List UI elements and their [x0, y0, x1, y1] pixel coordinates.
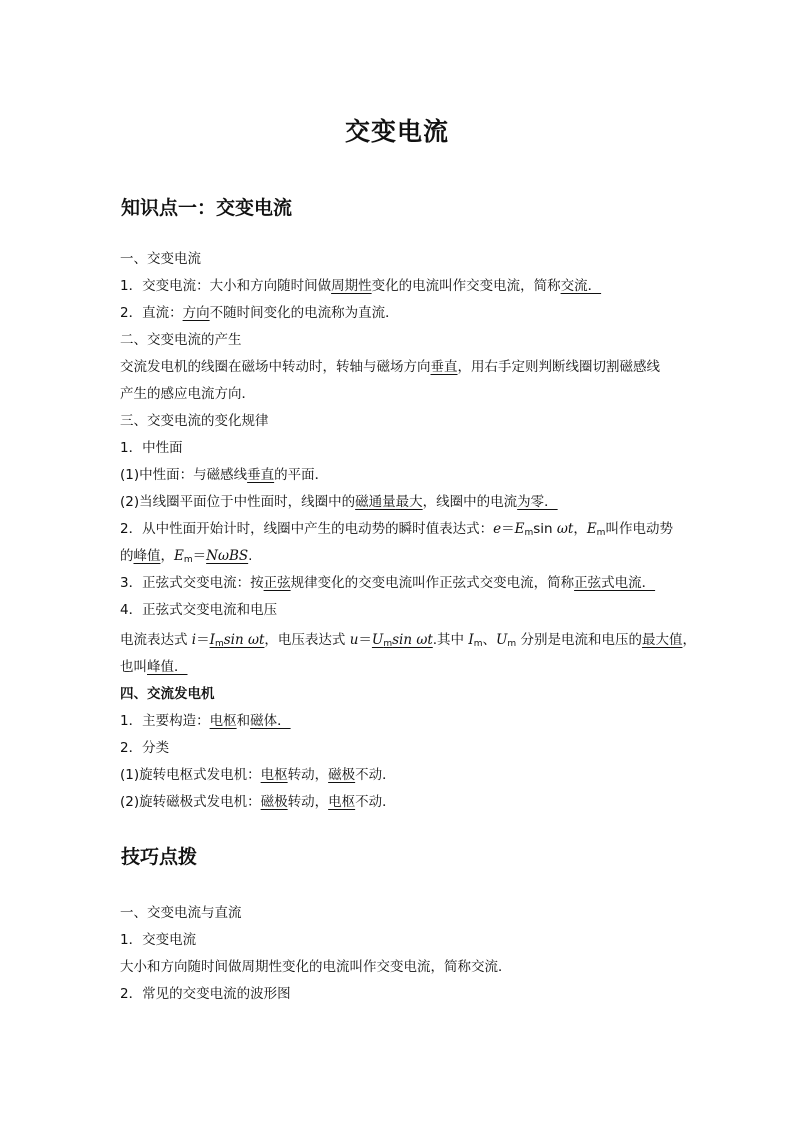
item-neutral-plane-def: (1)中性面：与磁感线垂直的平面．	[120, 467, 329, 483]
item-generator-types: 2．分类	[120, 740, 170, 756]
page-title: 交变电流	[344, 117, 449, 146]
paragraph-generator-cont: 产生的感应电流方向．	[120, 386, 255, 402]
item-waveforms: 2．常见的交变电流的波形图	[120, 986, 291, 1002]
item-rotating-pole: (2)旋转磁极式发电机：磁极转动，电枢不动．	[120, 794, 396, 810]
subheading-ac-vs-dc: 一、交变电流与直流	[120, 905, 242, 921]
item-emf-expression: 2．从中性面开始计时，线圈中产生的电动势的瞬时值表达式：$e=E_m\sin$ ωt，$E_m$叫作电动势	[120, 521, 673, 538]
item-current-voltage: 4．正弦式交变电流和电压	[120, 602, 278, 618]
paragraph-ac-def-2: 大小和方向随时间做周期性变化的电流叫作交变电流，简称交流．	[120, 959, 512, 975]
subheading-ac-generator: 四、交流发电机	[120, 686, 215, 702]
paragraph-ac-definition: 1．交变电流：大小和方向随时间做周期性变化的电流叫作交变电流，简称交流．	[120, 278, 602, 294]
paragraph-dc-definition: 2．直流：方向不随时间变化的电流称为直流．	[120, 305, 399, 321]
item-emf-peak: 的峰值，$E_m=N\omega BS$.	[120, 548, 253, 565]
paragraph-expressions: 电流表达式 $i=I_m\sin$ ωt，电压表达式 $u=U_m\sin$ ωt.其中 $I_m$、$U_m$ 分别是电流和电压的最大值，	[120, 632, 696, 649]
paragraph-expressions-cont: 也叫峰值．	[120, 659, 188, 675]
item-neutral-plane-flux: (2)当线圈平面位于中性面时，线圈中的磁通量最大，线圈中的电流为零．	[120, 494, 558, 510]
item-rotating-armature: (1)旋转电枢式发电机：电枢转动，磁极不动．	[120, 767, 396, 783]
paragraph-generator: 交流发电机的线圈在磁场中转动时，转轴与磁场方向垂直，用右手定则判断线圈切割磁感线	[120, 359, 660, 375]
subheading-ac: 一、交变电流	[120, 251, 201, 267]
item-neutral-plane: 1．中性面	[120, 440, 183, 456]
subheading-ac-generation: 二、交变电流的产生	[120, 332, 242, 348]
section-heading-tips: 技巧点拨	[121, 846, 198, 868]
item-sinusoidal-ac: 3．正弦式交变电流：按正弦规律变化的交变电流叫作正弦式交变电流，简称正弦式电流．	[120, 575, 656, 591]
item-generator-structure: 1．主要构造：电枢和磁体．	[120, 713, 291, 729]
section-heading-knowledge: 知识点一：交变电流	[121, 197, 293, 219]
item-ac: 1．交变电流	[120, 932, 197, 948]
subheading-ac-law: 三、交变电流的变化规律	[120, 413, 269, 429]
